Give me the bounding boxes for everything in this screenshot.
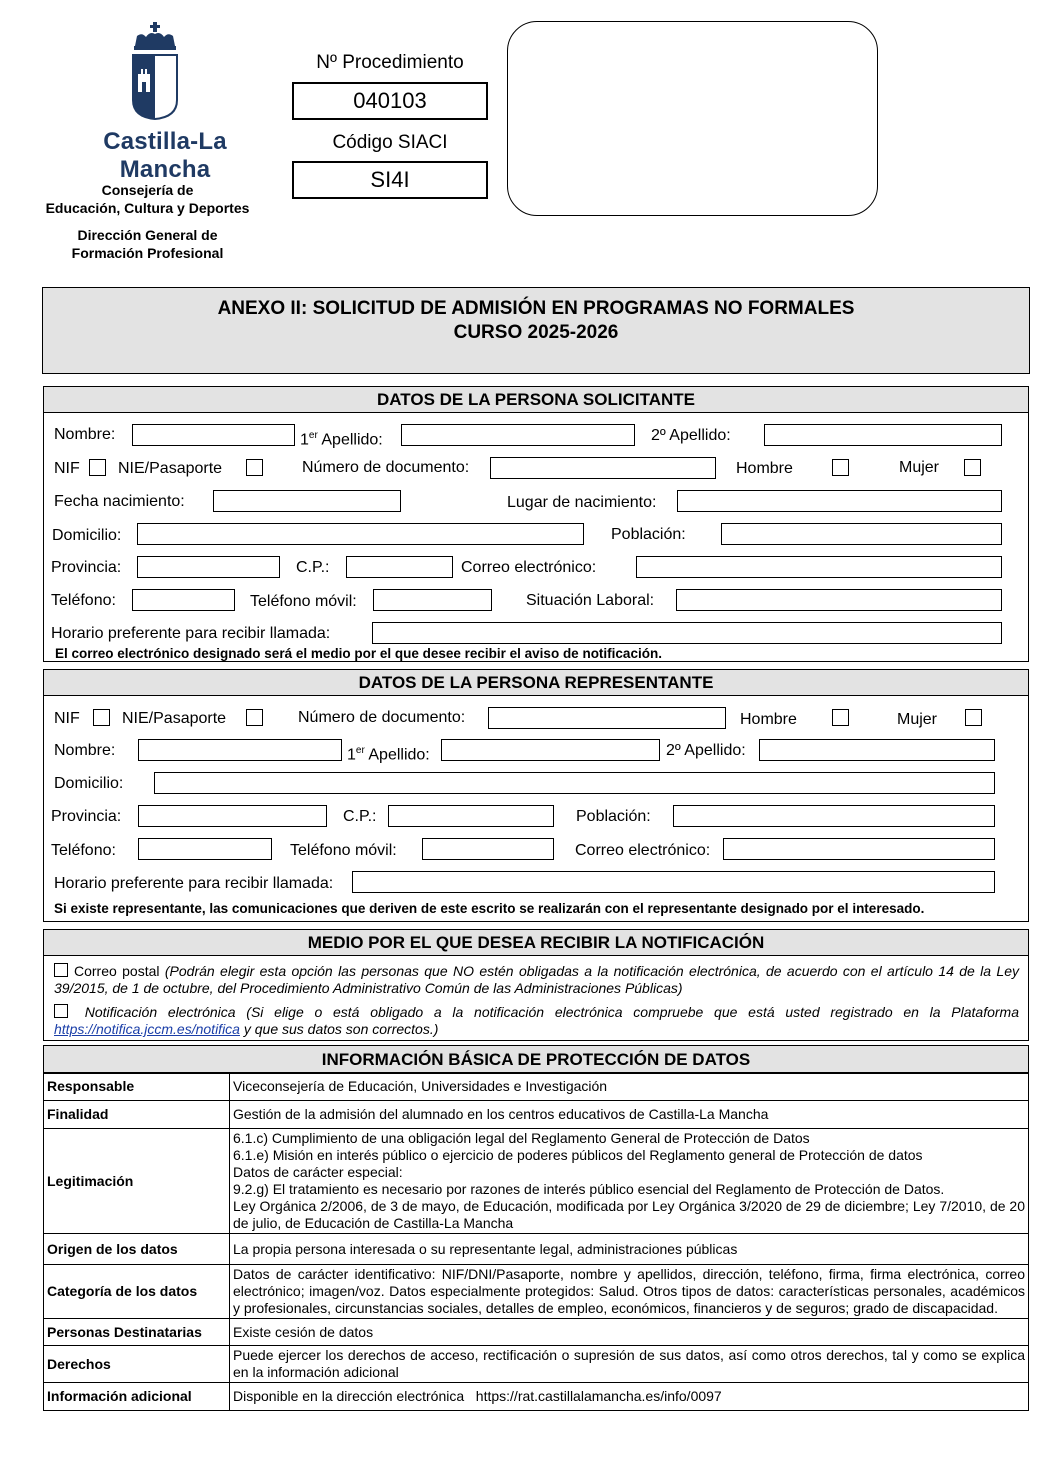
representante-section [43, 669, 1029, 922]
table-row [44, 1234, 1029, 1265]
horario-label: Horario preferente para recibir llamada: [51, 625, 331, 642]
rep-mujer-label: Mujer [897, 711, 938, 728]
legitimacion-line: 6.1.c) Cumplimiento de una obligación legal del Reglamento General de Protección de Datos [233, 1130, 810, 1146]
siaci-label: Código SIACI [332, 132, 448, 153]
rep-nie-checkbox[interactable] [246, 709, 263, 726]
notificacion-electronica-tail: y que sus datos son correctos.) [239, 1021, 439, 1037]
nombre-field[interactable] [132, 424, 295, 446]
situacion-field[interactable] [676, 589, 1002, 611]
rep-telefono-label: Teléfono: [51, 842, 116, 859]
direccion-line1: Dirección General de [77, 227, 218, 243]
num-doc-label: Número de documento: [302, 459, 470, 476]
domicilio-field[interactable] [137, 523, 584, 545]
movil-label: Teléfono móvil: [250, 593, 357, 610]
origen-value: La propia persona interesada o su representante legal, administraciones públicas [230, 1234, 1029, 1265]
rep-mujer-checkbox[interactable] [965, 709, 982, 726]
notificacion-electronica-checkbox[interactable] [54, 1004, 68, 1018]
apellido1-label: 1er Apellido: [300, 430, 383, 449]
table-row [44, 1073, 1029, 1101]
table-row [44, 1101, 1029, 1129]
lugar-nac-field[interactable] [677, 490, 1002, 512]
rep-movil-label: Teléfono móvil: [290, 842, 397, 859]
rep-nombre-label: Nombre: [54, 742, 116, 759]
hombre-label: Hombre [736, 460, 793, 477]
table-row [44, 1319, 1029, 1346]
rep-provincia-field[interactable] [138, 805, 327, 827]
representante-note: Si existe representante, las comunicaciones que deriven de este escrito se realizarán con el representante designado por el interesado. [54, 901, 925, 916]
fecha-nac-field[interactable] [213, 490, 401, 512]
rep-apellido2-label: 2º Apellido: [666, 742, 746, 759]
correo-postal-detail: (Podrán elegir esta opción las personas que NO estén obligadas a la notificación electrónica, de acuerdo con el artículo 14 de la Ley 39/2015, de 1 de octubre, del Procedimiento Administrativo Común de las Administraciones Públicas) [54, 963, 1020, 996]
procedimiento-label: Nº Procedimiento [316, 52, 464, 73]
situacion-label: Situación Laboral: [526, 592, 655, 609]
representante-heading: DATOS DE LA PERSONA REPRESENTANTE [44, 670, 1028, 696]
correo-postal-checkbox[interactable] [54, 963, 68, 977]
horario-field[interactable] [372, 622, 1002, 644]
derechos-key: Derechos [44, 1346, 230, 1383]
hombre-checkbox[interactable] [832, 459, 849, 476]
direccion-line2: Formación Profesional [71, 245, 224, 261]
lugar-nac-label: Lugar de nacimiento: [507, 494, 657, 511]
provincia-field[interactable] [137, 556, 280, 578]
procedimiento-value: 040103 [292, 82, 488, 120]
notificacion-electronica-text: Notificación electrónica (Si elige o está obligado a la notificación electrónica compruebe que está usted registrado en la Plataforma [84, 1004, 1019, 1020]
correo-label: Correo electrónico: [461, 559, 597, 576]
categoria-key: Categoría de los datos [44, 1265, 230, 1319]
destinatarias-value: Existe cesión de datos [230, 1319, 1029, 1346]
correo-postal-option [54, 963, 1019, 997]
title-line2: CURSO 2025-2026 [453, 322, 619, 343]
rep-num-doc-field[interactable] [488, 707, 726, 729]
logo-wordmark: Castilla-La Mancha [103, 128, 227, 183]
rep-hombre-checkbox[interactable] [832, 709, 849, 726]
mujer-label: Mujer [899, 459, 940, 476]
table-row [44, 1265, 1029, 1319]
provincia-label: Provincia: [51, 559, 122, 576]
rep-domicilio-label: Domicilio: [54, 775, 124, 792]
legitimacion-key: Legitimación [44, 1129, 230, 1234]
poblacion-label: Población: [611, 526, 686, 543]
rep-cp-label: C.P.: [343, 808, 377, 825]
rep-apellido2-field[interactable] [759, 739, 995, 761]
apellido1-field[interactable] [401, 424, 635, 446]
rep-correo-label: Correo electrónico: [575, 842, 711, 859]
responsable-value: Viceconsejería de Educación, Universidades e Investigación [230, 1073, 1029, 1101]
solicitante-note: El correo electrónico designado será el medio por el que desee recibir el aviso de notificación. [55, 646, 662, 661]
telefono-field[interactable] [132, 589, 235, 611]
cp-label: C.P.: [296, 559, 330, 576]
rep-num-doc-label: Número de documento: [298, 709, 466, 726]
rep-cp-field[interactable] [388, 805, 554, 827]
rep-apellido1-field[interactable] [441, 739, 660, 761]
notificacion-section [43, 929, 1029, 1041]
rep-domicilio-field[interactable] [154, 772, 995, 794]
rep-poblacion-field[interactable] [673, 805, 995, 827]
fecha-nac-label: Fecha nacimiento: [54, 493, 185, 510]
rep-hombre-label: Hombre [740, 711, 797, 728]
rep-nif-label: NIF [54, 710, 80, 727]
movil-field[interactable] [373, 589, 492, 611]
proteccion-heading: INFORMACIÓN BÁSICA DE PROTECCIÓN DE DATOS [44, 1046, 1028, 1074]
rep-nif-checkbox[interactable] [93, 709, 110, 726]
domicilio-label: Domicilio: [52, 527, 122, 544]
legitimacion-line: Datos de carácter especial: [233, 1164, 403, 1180]
finalidad-value: Gestión de la admisión del alumnado en los centros educativos de Castilla-La Mancha [230, 1101, 1029, 1129]
rep-poblacion-label: Población: [576, 808, 651, 825]
apellido2-label: 2º Apellido: [651, 427, 731, 444]
solicitante-section [43, 386, 1029, 662]
proteccion-table [43, 1072, 1029, 1411]
poblacion-field[interactable] [721, 523, 1002, 545]
title-line1: ANEXO II: SOLICITUD DE ADMISIÓN EN PROGRAMAS NO FORMALES [217, 298, 855, 319]
rep-nie-label: NIE/Pasaporte [122, 710, 227, 727]
rep-nombre-field[interactable] [138, 739, 342, 761]
origen-key: Origen de los datos [44, 1234, 230, 1265]
rep-provincia-label: Provincia: [51, 808, 122, 825]
destinatarias-key: Personas Destinatarias [44, 1319, 230, 1346]
rep-movil-field[interactable] [422, 838, 554, 860]
num-doc-field[interactable] [490, 457, 716, 479]
finalidad-key: Finalidad [44, 1101, 230, 1129]
nif-checkbox[interactable] [89, 459, 106, 476]
derechos-value: Puede ejercer los derechos de acceso, rectificación o supresión de sus datos, así como otros derechos, tal y como se explica en la información adicional [230, 1346, 1029, 1383]
nie-checkbox[interactable] [246, 459, 263, 476]
rep-telefono-field[interactable] [138, 838, 272, 860]
table-row [44, 1346, 1029, 1383]
rep-correo-field[interactable] [723, 838, 995, 860]
info-adicional-key: Información adicional [44, 1383, 230, 1411]
form-title [42, 287, 1030, 374]
notificacion-heading: MEDIO POR EL QUE DESEA RECIBIR LA NOTIFICACIÓN [44, 930, 1028, 956]
cp-field[interactable] [346, 556, 453, 578]
rep-horario-label: Horario preferente para recibir llamada: [54, 875, 334, 892]
mujer-checkbox[interactable] [964, 459, 981, 476]
legitimacion-line: 6.1.e) Misión en interés público o ejercicio de poderes públicos del Reglamento general de Protección de datos [233, 1147, 923, 1163]
notificacion-electronica-option [54, 1004, 1019, 1038]
legitimacion-value [230, 1129, 1029, 1234]
siaci-value: SI4I [292, 161, 488, 199]
nif-label: NIF [54, 460, 80, 477]
legitimacion-line: 9.2.g) El tratamiento es necesario por razones de interés público esencial del Reglamento de Protección de Datos. [233, 1181, 945, 1197]
rep-apellido1-label: 1er Apellido: [347, 745, 430, 764]
telefono-label: Teléfono: [51, 592, 116, 609]
legitimacion-line: Ley Orgánica 2/2006, de 3 de mayo, de Educación, modificada por Ley Orgánica 3/2020 de 29 de diciembre; Ley 7/2010, de 20 de julio, de Educación de Castilla-La Mancha [233, 1198, 1025, 1231]
solicitante-heading: DATOS DE LA PERSONA SOLICITANTE [44, 387, 1028, 413]
registro-stamp-box [507, 21, 878, 216]
rep-horario-field[interactable] [352, 871, 995, 893]
info-adicional-value: Disponible en la dirección electrónica https://rat.castillalamancha.es/info/0097 [230, 1383, 1029, 1411]
correo-postal-label: Correo postal [74, 963, 160, 979]
consejeria-line2: Educación, Cultura y Deportes [45, 200, 250, 216]
correo-field[interactable] [636, 556, 1002, 578]
proteccion-section [43, 1045, 1029, 1073]
nie-label: NIE/Pasaporte [118, 460, 223, 477]
nombre-label: Nombre: [54, 426, 116, 443]
consejeria-line1: Consejería de [101, 182, 194, 198]
table-row [44, 1129, 1029, 1234]
apellido2-field[interactable] [764, 424, 1002, 446]
notifica-link[interactable]: https://notifica.jccm.es/notifica [54, 1021, 240, 1037]
responsable-key: Responsable [44, 1073, 230, 1101]
table-row [44, 1383, 1029, 1411]
categoria-value: Datos de carácter identificativo: NIF/DNI/Pasaporte, nombre y apellidos, dirección, teléfono, firma, firma electrónica, correo electrónico; imagen/voz. Datos especialmente protegidos: Salud. Otros tipos de datos: características personales, académicos y profesionales, circunstancias sociales, detalles de empleo, económicos, financieros y de seguros; grado de discapacidad. [230, 1265, 1029, 1319]
